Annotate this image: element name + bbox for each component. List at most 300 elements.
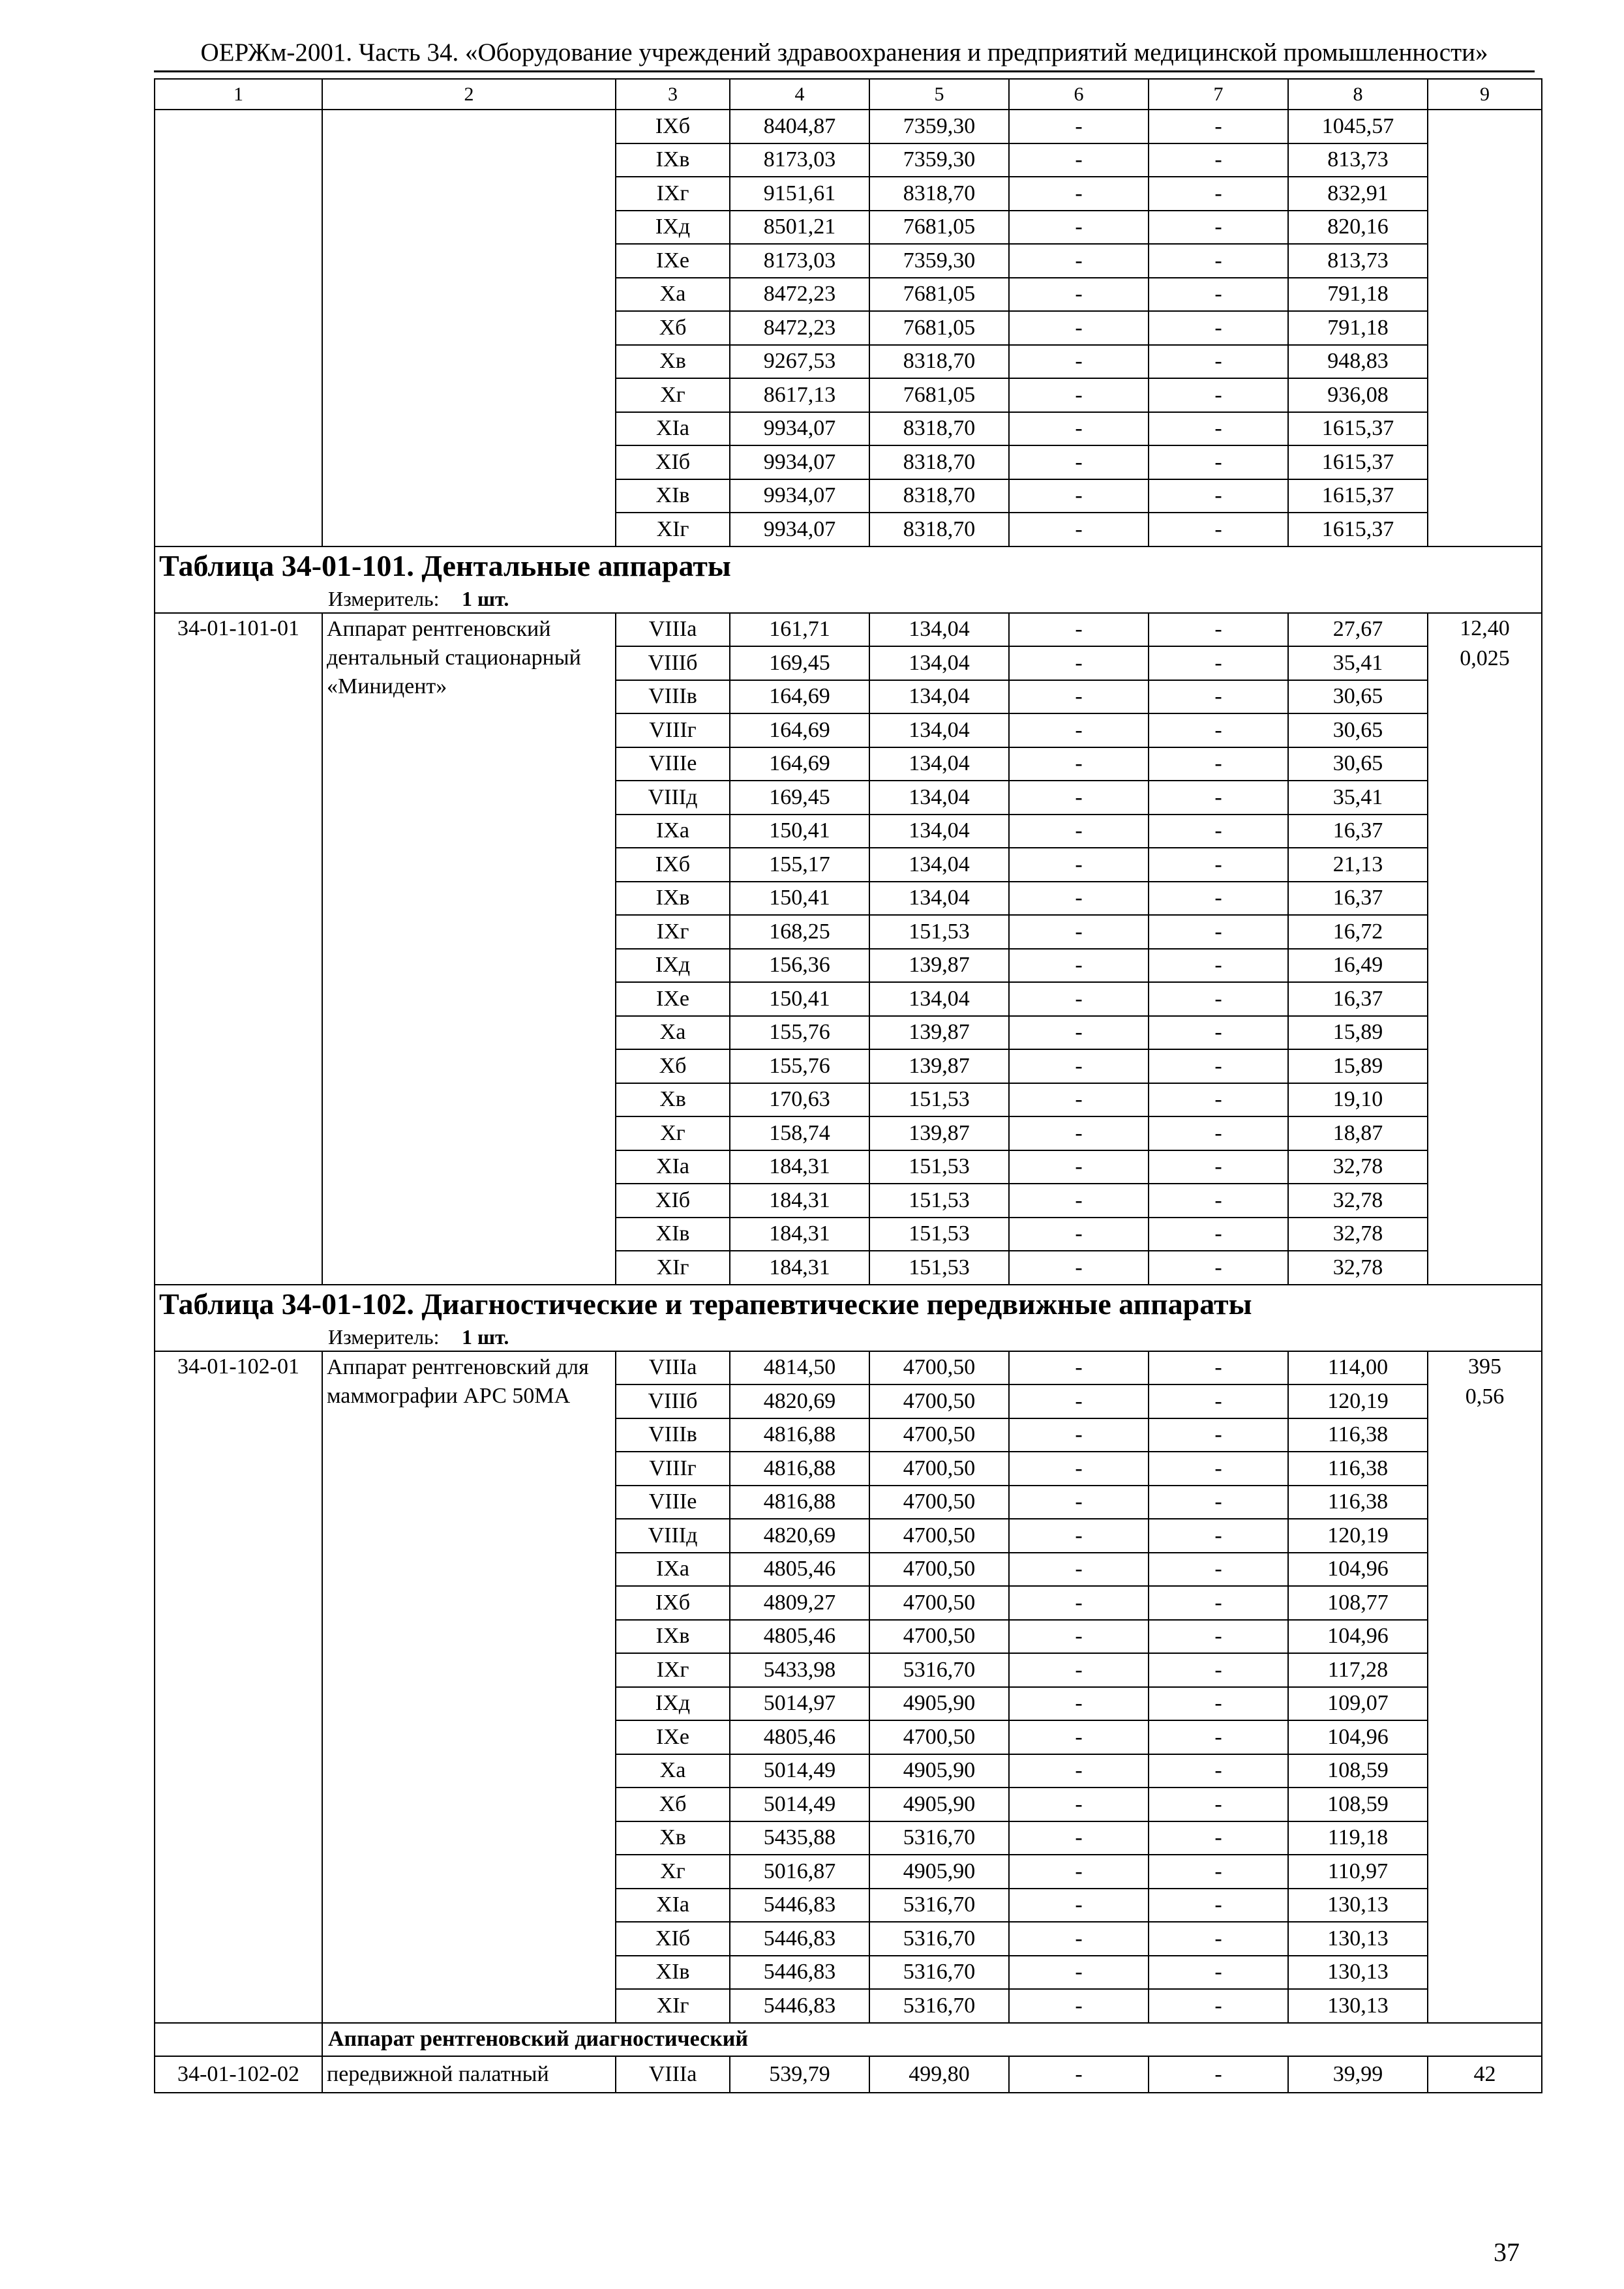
- column-number: 1: [155, 79, 322, 110]
- table-cell: 151,53: [869, 1150, 1009, 1184]
- table-cell: -: [1149, 1922, 1288, 1956]
- table-cell: 150,41: [730, 815, 869, 848]
- table-cell: 499,80: [869, 2056, 1009, 2093]
- table-cell: 9934,07: [730, 412, 869, 446]
- table-cell: -: [1149, 1754, 1288, 1788]
- code-cell: 34-01-101-01: [155, 613, 322, 1285]
- table-cell: -: [1009, 1989, 1149, 2023]
- table-cell: -: [1149, 1855, 1288, 1889]
- measure-value: 1 шт.: [462, 1324, 509, 1349]
- table-cell: 155,76: [730, 1049, 869, 1083]
- table-cell: 5014,49: [730, 1754, 869, 1788]
- table-cell: 158,74: [730, 1116, 869, 1150]
- table-cell: VIIIа: [616, 613, 730, 647]
- table-title: Таблица 34-01-101. Дентальные аппараты: [155, 546, 1542, 585]
- table-cell: -: [1009, 1049, 1149, 1083]
- table-cell: ХIг: [616, 1251, 730, 1285]
- col9-cell-empty: [1428, 110, 1542, 546]
- col9-cell: 42: [1428, 2056, 1542, 2093]
- table-cell: 4805,46: [730, 1553, 869, 1587]
- table-cell: -: [1149, 1016, 1288, 1050]
- table-cell: -: [1149, 680, 1288, 714]
- table-cell: 134,04: [869, 646, 1009, 680]
- table-cell: 4700,50: [869, 1486, 1009, 1519]
- col9-cell: [1428, 1351, 1542, 2023]
- table-cell: 164,69: [730, 747, 869, 781]
- table-cell: -: [1149, 848, 1288, 882]
- table-cell: 134,04: [869, 815, 1009, 848]
- table-cell: 134,04: [869, 680, 1009, 714]
- table-cell: ХIб: [616, 445, 730, 479]
- table-cell: 4905,90: [869, 1788, 1009, 1821]
- table-cell: 32,78: [1288, 1251, 1428, 1285]
- table-cell: -: [1149, 1519, 1288, 1553]
- table-cell: IХг: [616, 1653, 730, 1687]
- table-cell: -: [1149, 378, 1288, 412]
- table-cell: 4700,50: [869, 1351, 1009, 1385]
- code-cell: 34-01-102-01: [155, 1351, 322, 2023]
- table-cell: -: [1009, 982, 1149, 1016]
- table-cell: 30,65: [1288, 747, 1428, 781]
- table-cell: IХв: [616, 143, 730, 177]
- table-cell: -: [1009, 278, 1149, 312]
- table-cell: -: [1149, 1720, 1288, 1754]
- table-cell: 4700,50: [869, 1620, 1009, 1654]
- code-cell-empty: [155, 110, 322, 546]
- table-cell: -: [1009, 680, 1149, 714]
- table-cell: -: [1149, 244, 1288, 278]
- table-cell: 8501,21: [730, 211, 869, 245]
- table-cell: -: [1009, 1218, 1149, 1251]
- table-cell: -: [1009, 1150, 1149, 1184]
- subheading-code-empty: [155, 2023, 322, 2057]
- table-cell: 8318,70: [869, 177, 1009, 211]
- table-cell: 4816,88: [730, 1452, 869, 1486]
- table-cell: -: [1149, 815, 1288, 848]
- table-cell: 164,69: [730, 713, 869, 747]
- table-cell: -: [1009, 445, 1149, 479]
- table-title-row: [155, 546, 1542, 585]
- table-cell: ХIв: [616, 1218, 730, 1251]
- table-cell: 791,18: [1288, 311, 1428, 345]
- table-cell: 5014,97: [730, 1687, 869, 1721]
- table-cell: -: [1149, 646, 1288, 680]
- table-cell: IХб: [616, 110, 730, 143]
- table-cell: 1615,37: [1288, 412, 1428, 446]
- table-cell: 184,31: [730, 1150, 869, 1184]
- table-cell: 4700,50: [869, 1384, 1009, 1418]
- measure-cell: [155, 585, 1542, 613]
- table-cell: -: [1009, 479, 1149, 513]
- table-title: Таблица 34-01-102. Диагностические и терапевтические передвижные аппараты: [155, 1285, 1542, 1323]
- table-cell: -: [1149, 345, 1288, 379]
- table-cell: 9934,07: [730, 445, 869, 479]
- table-cell: -: [1149, 412, 1288, 446]
- table-cell: 5446,83: [730, 1889, 869, 1922]
- table-cell: 7359,30: [869, 143, 1009, 177]
- table-cell: -: [1009, 848, 1149, 882]
- table-cell: Ха: [616, 1754, 730, 1788]
- table-cell: 16,37: [1288, 815, 1428, 848]
- table-cell: IХб: [616, 1586, 730, 1620]
- table-cell: 130,13: [1288, 1889, 1428, 1922]
- measure-label: Измеритель:: [328, 586, 440, 610]
- code-cell: 34-01-102-02: [155, 2056, 322, 2093]
- table-cell: 151,53: [869, 1083, 1009, 1117]
- table-cell: -: [1149, 982, 1288, 1016]
- table-cell: Хб: [616, 1788, 730, 1821]
- table-cell: -: [1009, 1620, 1149, 1654]
- table-cell: 155,76: [730, 1016, 869, 1050]
- table-cell: 108,77: [1288, 1586, 1428, 1620]
- table-cell: -: [1149, 882, 1288, 916]
- table-row: [155, 613, 1542, 647]
- table-cell: -: [1009, 311, 1149, 345]
- table-cell: -: [1009, 110, 1149, 143]
- table-cell: 35,41: [1288, 646, 1428, 680]
- table-cell: Хб: [616, 1049, 730, 1083]
- table-cell: -: [1149, 1989, 1288, 2023]
- table-cell: 4814,50: [730, 1351, 869, 1385]
- description-cell: Аппарат рентгеновский для маммографии АРС 50МА: [322, 1351, 616, 2023]
- table-cell: VIIIв: [616, 680, 730, 714]
- table-cell: 27,67: [1288, 613, 1428, 647]
- table-cell: 9151,61: [730, 177, 869, 211]
- table-cell: -: [1149, 1889, 1288, 1922]
- table-cell: 35,41: [1288, 781, 1428, 815]
- column-number: 5: [869, 79, 1009, 110]
- table-cell: -: [1009, 1821, 1149, 1855]
- table-cell: IХв: [616, 1620, 730, 1654]
- table-cell: 5446,83: [730, 1922, 869, 1956]
- table-cell: -: [1009, 143, 1149, 177]
- table-cell: 169,45: [730, 646, 869, 680]
- table-cell: -: [1149, 1251, 1288, 1285]
- table-cell: IХб: [616, 848, 730, 882]
- table-cell: 9934,07: [730, 479, 869, 513]
- table-cell: 164,69: [730, 680, 869, 714]
- table-cell: 168,25: [730, 915, 869, 949]
- table-cell: 104,96: [1288, 1720, 1428, 1754]
- subheading: Аппарат рентгеновский диагностический: [322, 2023, 1542, 2057]
- table-cell: -: [1149, 1184, 1288, 1218]
- table-cell: -: [1149, 747, 1288, 781]
- table-cell: -: [1149, 311, 1288, 345]
- table-cell: 4820,69: [730, 1519, 869, 1553]
- table-cell: 9267,53: [730, 345, 869, 379]
- table-cell: -: [1009, 177, 1149, 211]
- header-rule: [154, 70, 1535, 72]
- table-cell: 104,96: [1288, 1553, 1428, 1587]
- table-cell: -: [1009, 815, 1149, 848]
- table-cell: 4805,46: [730, 1720, 869, 1754]
- table-cell: -: [1149, 1620, 1288, 1654]
- column-number: 8: [1288, 79, 1428, 110]
- table-cell: -: [1009, 747, 1149, 781]
- table-cell: 134,04: [869, 713, 1009, 747]
- table-cell: 151,53: [869, 1184, 1009, 1218]
- table-cell: 791,18: [1288, 278, 1428, 312]
- table-cell: -: [1009, 613, 1149, 647]
- table-row: [155, 2056, 1542, 2093]
- table-cell: ХIв: [616, 1956, 730, 1990]
- table-cell: -: [1009, 1553, 1149, 1587]
- description-cell: передвижной палатный: [322, 2056, 616, 2093]
- table-cell: -: [1149, 915, 1288, 949]
- table-cell: -: [1149, 781, 1288, 815]
- table-cell: -: [1009, 1889, 1149, 1922]
- table-cell: 30,65: [1288, 713, 1428, 747]
- table-cell: 4905,90: [869, 1855, 1009, 1889]
- table-cell: 4820,69: [730, 1384, 869, 1418]
- table-cell: 5316,70: [869, 1653, 1009, 1687]
- table-cell: -: [1009, 1922, 1149, 1956]
- table-cell: -: [1149, 1418, 1288, 1452]
- table-cell: VIIIв: [616, 1418, 730, 1452]
- table-cell: 184,31: [730, 1218, 869, 1251]
- measure-label: Измеритель:: [328, 1324, 440, 1349]
- table-cell: 7681,05: [869, 311, 1009, 345]
- table-cell: -: [1009, 1687, 1149, 1721]
- column-number: 4: [730, 79, 869, 110]
- col9-value: 0,56: [1465, 1384, 1505, 1409]
- description-cell: Аппарат рентгеновский дентальный стационарный «Минидент»: [322, 613, 616, 1285]
- table-cell: 109,07: [1288, 1687, 1428, 1721]
- table-cell: 4700,50: [869, 1418, 1009, 1452]
- table-cell: 8318,70: [869, 445, 1009, 479]
- table-cell: Ха: [616, 1016, 730, 1050]
- subheading-row: [155, 2023, 1542, 2057]
- table-cell: -: [1149, 1116, 1288, 1150]
- table-cell: 7681,05: [869, 278, 1009, 312]
- table-cell: -: [1149, 1049, 1288, 1083]
- table-cell: Хб: [616, 311, 730, 345]
- table-cell: -: [1149, 1150, 1288, 1184]
- table-cell: -: [1149, 1788, 1288, 1821]
- table-cell: 120,19: [1288, 1384, 1428, 1418]
- table-cell: 32,78: [1288, 1150, 1428, 1184]
- table-cell: -: [1149, 1653, 1288, 1687]
- table-cell: 8318,70: [869, 513, 1009, 546]
- table-cell: -: [1149, 1687, 1288, 1721]
- table-cell: VIIIб: [616, 646, 730, 680]
- table-cell: IХе: [616, 982, 730, 1016]
- table-cell: -: [1149, 1553, 1288, 1587]
- table-cell: VIIIе: [616, 1486, 730, 1519]
- table-cell: -: [1009, 1384, 1149, 1418]
- table-cell: 16,72: [1288, 915, 1428, 949]
- table-cell: -: [1009, 882, 1149, 916]
- col9-value: 395: [1468, 1354, 1501, 1379]
- table-cell: 130,13: [1288, 1989, 1428, 2023]
- table-cell: 150,41: [730, 882, 869, 916]
- table-cell: 7681,05: [869, 378, 1009, 412]
- table-cell: 120,19: [1288, 1519, 1428, 1553]
- table-cell: 5016,87: [730, 1855, 869, 1889]
- table-cell: -: [1009, 713, 1149, 747]
- table-cell: ХIв: [616, 479, 730, 513]
- table-cell: 4805,46: [730, 1620, 869, 1654]
- table-cell: 155,17: [730, 848, 869, 882]
- table-cell: 5316,70: [869, 1989, 1009, 2023]
- table-cell: 8617,13: [730, 378, 869, 412]
- table-row: [155, 1351, 1542, 1385]
- table-cell: 4700,50: [869, 1519, 1009, 1553]
- measure-value: 1 шт.: [462, 586, 509, 610]
- table-cell: 4700,50: [869, 1586, 1009, 1620]
- table-cell: IХг: [616, 915, 730, 949]
- table-cell: VIIIд: [616, 1519, 730, 1553]
- table-cell: -: [1149, 613, 1288, 647]
- table-cell: 184,31: [730, 1184, 869, 1218]
- table-cell: -: [1149, 1083, 1288, 1117]
- col9-cell: [1428, 613, 1542, 1285]
- table-cell: -: [1009, 1184, 1149, 1218]
- table-cell: ХIг: [616, 513, 730, 546]
- table-cell: -: [1009, 2056, 1149, 2093]
- table-cell: ХIа: [616, 1150, 730, 1184]
- table-cell: -: [1009, 949, 1149, 983]
- column-number-row: [155, 79, 1542, 110]
- table-cell: -: [1009, 211, 1149, 245]
- table-cell: 5316,70: [869, 1889, 1009, 1922]
- column-number: 6: [1009, 79, 1149, 110]
- table-cell: 4700,50: [869, 1452, 1009, 1486]
- table-cell: -: [1149, 1956, 1288, 1990]
- table-cell: 15,89: [1288, 1016, 1428, 1050]
- table-cell: -: [1149, 143, 1288, 177]
- table-cell: -: [1009, 412, 1149, 446]
- table-cell: Хв: [616, 345, 730, 379]
- table-cell: 139,87: [869, 949, 1009, 983]
- table-cell: -: [1149, 1384, 1288, 1418]
- table-cell: 8173,03: [730, 143, 869, 177]
- table-cell: -: [1009, 513, 1149, 546]
- table-cell: 170,63: [730, 1083, 869, 1117]
- col9-value: 12,40: [1460, 616, 1510, 640]
- table-cell: 16,49: [1288, 949, 1428, 983]
- norms-table: [154, 78, 1542, 2093]
- table-cell: VIIIе: [616, 747, 730, 781]
- table-cell: 1615,37: [1288, 445, 1428, 479]
- table-cell: 119,18: [1288, 1821, 1428, 1855]
- table-cell: 4905,90: [869, 1687, 1009, 1721]
- table-cell: 5316,70: [869, 1956, 1009, 1990]
- table-cell: VIIIа: [616, 1351, 730, 1385]
- table-cell: -: [1149, 1351, 1288, 1385]
- table-cell: 8472,23: [730, 311, 869, 345]
- table-cell: 539,79: [730, 2056, 869, 2093]
- table-cell: 4700,50: [869, 1553, 1009, 1587]
- table-cell: VIIIг: [616, 713, 730, 747]
- table-cell: VIIIб: [616, 1384, 730, 1418]
- table-cell: -: [1149, 445, 1288, 479]
- table-cell: 18,87: [1288, 1116, 1428, 1150]
- table-cell: 1615,37: [1288, 479, 1428, 513]
- table-cell: IХе: [616, 244, 730, 278]
- table-cell: 7359,30: [869, 110, 1009, 143]
- table-cell: 117,28: [1288, 1653, 1428, 1687]
- table-cell: 5446,83: [730, 1989, 869, 2023]
- table-cell: 151,53: [869, 915, 1009, 949]
- table-cell: -: [1009, 1519, 1149, 1553]
- table-cell: VIIIа: [616, 2056, 730, 2093]
- table-cell: 5316,70: [869, 1922, 1009, 1956]
- table-cell: -: [1009, 1855, 1149, 1889]
- table-cell: -: [1009, 1016, 1149, 1050]
- table-cell: -: [1009, 646, 1149, 680]
- table-cell: 139,87: [869, 1016, 1009, 1050]
- table-cell: 16,37: [1288, 882, 1428, 916]
- table-cell: -: [1009, 345, 1149, 379]
- table-cell: ХIг: [616, 1989, 730, 2023]
- table-cell: -: [1149, 2056, 1288, 2093]
- table-cell: 116,38: [1288, 1418, 1428, 1452]
- table-cell: Хв: [616, 1821, 730, 1855]
- table-cell: 139,87: [869, 1116, 1009, 1150]
- table-cell: 32,78: [1288, 1218, 1428, 1251]
- table-cell: -: [1009, 1956, 1149, 1990]
- table-cell: 8318,70: [869, 412, 1009, 446]
- table-cell: 114,00: [1288, 1351, 1428, 1385]
- table-cell: 151,53: [869, 1218, 1009, 1251]
- table-cell: 1615,37: [1288, 513, 1428, 546]
- table-cell: ХIб: [616, 1184, 730, 1218]
- table-cell: -: [1009, 1788, 1149, 1821]
- table-cell: 130,13: [1288, 1956, 1428, 1990]
- table-cell: 108,59: [1288, 1754, 1428, 1788]
- table-cell: -: [1149, 1218, 1288, 1251]
- table-cell: 5014,49: [730, 1788, 869, 1821]
- table-cell: 7681,05: [869, 211, 1009, 245]
- table-cell: VIIIг: [616, 1452, 730, 1486]
- table-cell: ХIа: [616, 1889, 730, 1922]
- table-cell: -: [1149, 479, 1288, 513]
- table-cell: Ха: [616, 278, 730, 312]
- table-cell: 150,41: [730, 982, 869, 1016]
- table-cell: 130,13: [1288, 1922, 1428, 1956]
- column-number: 9: [1428, 79, 1542, 110]
- table-cell: 936,08: [1288, 378, 1428, 412]
- table-cell: 15,89: [1288, 1049, 1428, 1083]
- table-cell: 9934,07: [730, 513, 869, 546]
- table-cell: 5435,88: [730, 1821, 869, 1855]
- table-cell: IХг: [616, 177, 730, 211]
- table-cell: IХд: [616, 1687, 730, 1721]
- table-row: [155, 110, 1542, 143]
- table-cell: 1045,57: [1288, 110, 1428, 143]
- description-cell-empty: [322, 110, 616, 546]
- col9-value: 0,025: [1460, 646, 1510, 670]
- table-cell: 820,16: [1288, 211, 1428, 245]
- table-cell: 156,36: [730, 949, 869, 983]
- table-cell: 134,04: [869, 747, 1009, 781]
- table-cell: 108,59: [1288, 1788, 1428, 1821]
- table-cell: 104,96: [1288, 1620, 1428, 1654]
- table-cell: 16,37: [1288, 982, 1428, 1016]
- column-number: 2: [322, 79, 616, 110]
- table-cell: 151,53: [869, 1251, 1009, 1285]
- table-cell: -: [1009, 1653, 1149, 1687]
- table-cell: VIIIд: [616, 781, 730, 815]
- table-cell: 8173,03: [730, 244, 869, 278]
- table-cell: 4816,88: [730, 1418, 869, 1452]
- table-cell: -: [1009, 781, 1149, 815]
- table-cell: 832,91: [1288, 177, 1428, 211]
- table-cell: 8404,87: [730, 110, 869, 143]
- table-cell: 948,83: [1288, 345, 1428, 379]
- table-cell: 39,99: [1288, 2056, 1428, 2093]
